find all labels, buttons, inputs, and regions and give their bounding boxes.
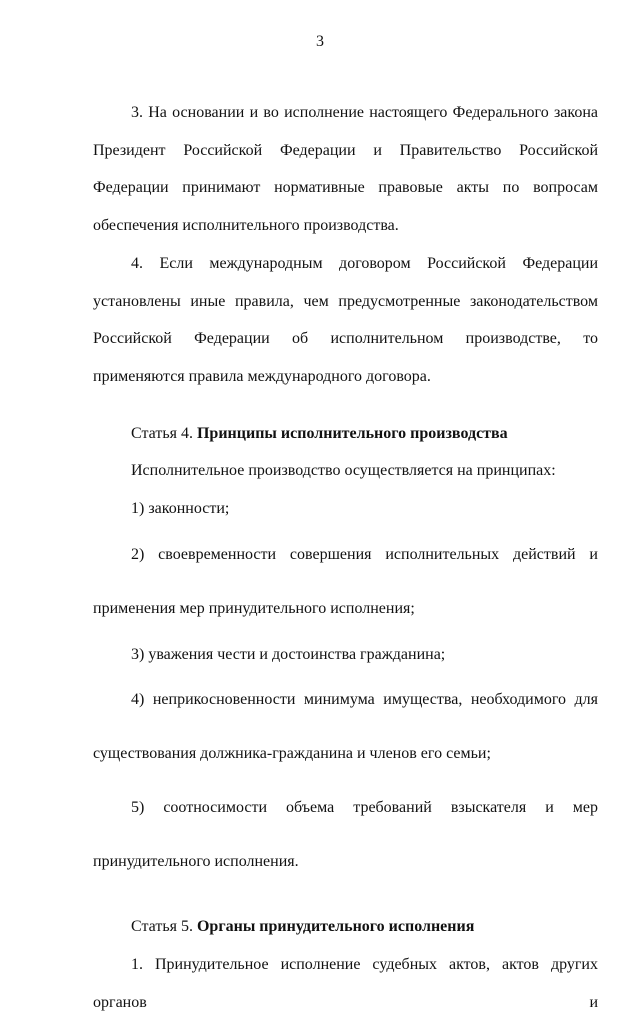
article-5-heading xyxy=(93,908,598,946)
page-number: 3 xyxy=(316,33,324,50)
article-4-title: Принципы исполнительного производства xyxy=(196,424,508,442)
article-4-intro: Исполнительное производство осуществляется на принципах: xyxy=(131,462,556,480)
article-5-paragraph-1: 1. Принудительное исполнение судебных актов, актов других органов и xyxy=(93,956,598,1011)
article-4-item-1: 1) законности; xyxy=(131,500,230,518)
paragraph-3: 3. На основании и во исполнение настоящего Федерального закона Президент Российской Федерации и Правительство Российской Федерации принимают нормативные правовые акты по вопросам обеспечения исполнительного производства. xyxy=(93,104,598,235)
article-4-item-5: 5) соотносимости объема требований взыскателя и мер принудительного исполнения. xyxy=(93,799,598,871)
paragraph-4: 4. Если международным договором Российской Федерации установлены иные правила, чем предусмотренные законодательством Российской Федерации об исполнительном производстве, то применяются правила международного договора. xyxy=(93,254,598,385)
article-4-item-4: 4) неприкосновенности минимума имущества, необходимого для существования должника-гражданина и членов его семьи; xyxy=(93,691,598,763)
document-body xyxy=(93,94,598,1022)
article-5-prefix: Статья 5. xyxy=(131,918,197,936)
article-4-item-2: 2) своевременности совершения исполнительных действий и применения мер принудительного исполнения; xyxy=(93,545,598,617)
article-4-item-3: 3) уважения чести и достоинства гражданина; xyxy=(131,645,446,663)
article-4-heading xyxy=(93,415,598,453)
article-5-title: Органы принудительного исполнения xyxy=(196,918,475,936)
article-4-prefix: Статья 4. xyxy=(131,424,197,442)
